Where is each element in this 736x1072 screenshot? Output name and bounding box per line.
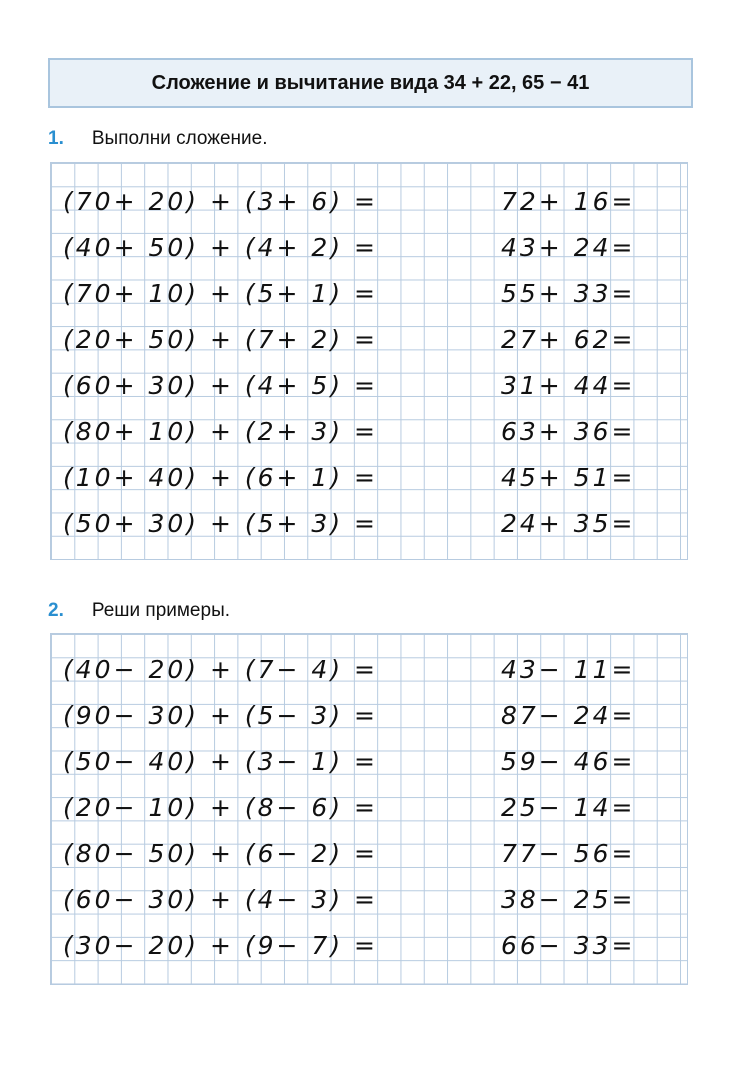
- right-expression: 43+ 24=: [501, 233, 636, 262]
- task-1-row: [51, 317, 687, 363]
- task-2-row: [51, 693, 687, 739]
- task-2-row: [51, 647, 687, 693]
- left-expression: (10+ 40) + (6+ 1) =: [63, 463, 378, 492]
- task-2-row: [51, 877, 687, 923]
- left-expression: (60+ 30) + (4+ 5) =: [63, 371, 378, 400]
- left-expression: (40− 20) + (7− 4) =: [63, 655, 378, 684]
- left-expression: (20− 10) + (8− 6) =: [63, 793, 378, 822]
- task-2-row: [51, 785, 687, 831]
- right-expression: 66− 33=: [501, 931, 636, 960]
- right-expression: 24+ 35=: [501, 509, 636, 538]
- task-2-row: [51, 831, 687, 877]
- left-expression: (60− 30) + (4− 3) =: [63, 885, 378, 914]
- task-1-row: [51, 179, 687, 225]
- task-1-grid: [50, 162, 688, 560]
- right-expression: 55+ 33=: [501, 279, 636, 308]
- left-expression: (40+ 50) + (4+ 2) =: [63, 233, 378, 262]
- left-expression: (80+ 10) + (2+ 3) =: [63, 417, 378, 446]
- right-expression: 27+ 62=: [501, 325, 636, 354]
- right-expression: 59− 46=: [501, 747, 636, 776]
- task-2-instruction: Реши примеры.: [91, 600, 230, 621]
- left-expression: (70+ 20) + (3+ 6) =: [63, 187, 378, 216]
- task-2-heading: [48, 600, 230, 622]
- task-1-row: [51, 363, 687, 409]
- left-expression: (80− 50) + (6− 2) =: [63, 839, 378, 868]
- right-expression: 77− 56=: [501, 839, 636, 868]
- task-1-heading: [48, 128, 267, 150]
- right-expression: 25− 14=: [501, 793, 636, 822]
- page-title: Сложение и вычитание вида 34 + 22, 65 − 41: [48, 58, 693, 108]
- task-1-row: [51, 409, 687, 455]
- left-expression: (90− 30) + (5− 3) =: [63, 701, 378, 730]
- left-expression: (50− 40) + (3− 1) =: [63, 747, 378, 776]
- task-1-number: 1.: [48, 128, 64, 149]
- task-1-row: [51, 501, 687, 547]
- left-expression: (70+ 10) + (5+ 1) =: [63, 279, 378, 308]
- right-expression: 63+ 36=: [501, 417, 636, 446]
- left-expression: (50+ 30) + (5+ 3) =: [63, 509, 378, 538]
- task-1-row: [51, 225, 687, 271]
- task-1-instruction: Выполни сложение.: [91, 128, 268, 149]
- task-1-row: [51, 455, 687, 501]
- task-2-number: 2.: [48, 600, 64, 621]
- task-2-row: [51, 923, 687, 969]
- task-1-row: [51, 271, 687, 317]
- right-expression: 43− 11=: [501, 655, 636, 684]
- right-expression: 45+ 51=: [501, 463, 636, 492]
- right-expression: 87− 24=: [501, 701, 636, 730]
- right-expression: 38− 25=: [501, 885, 636, 914]
- task-2-grid: [50, 633, 688, 985]
- left-expression: (30− 20) + (9− 7) =: [63, 931, 378, 960]
- task-2-row: [51, 739, 687, 785]
- right-expression: 31+ 44=: [501, 371, 636, 400]
- left-expression: (20+ 50) + (7+ 2) =: [63, 325, 378, 354]
- right-expression: 72+ 16=: [501, 187, 636, 216]
